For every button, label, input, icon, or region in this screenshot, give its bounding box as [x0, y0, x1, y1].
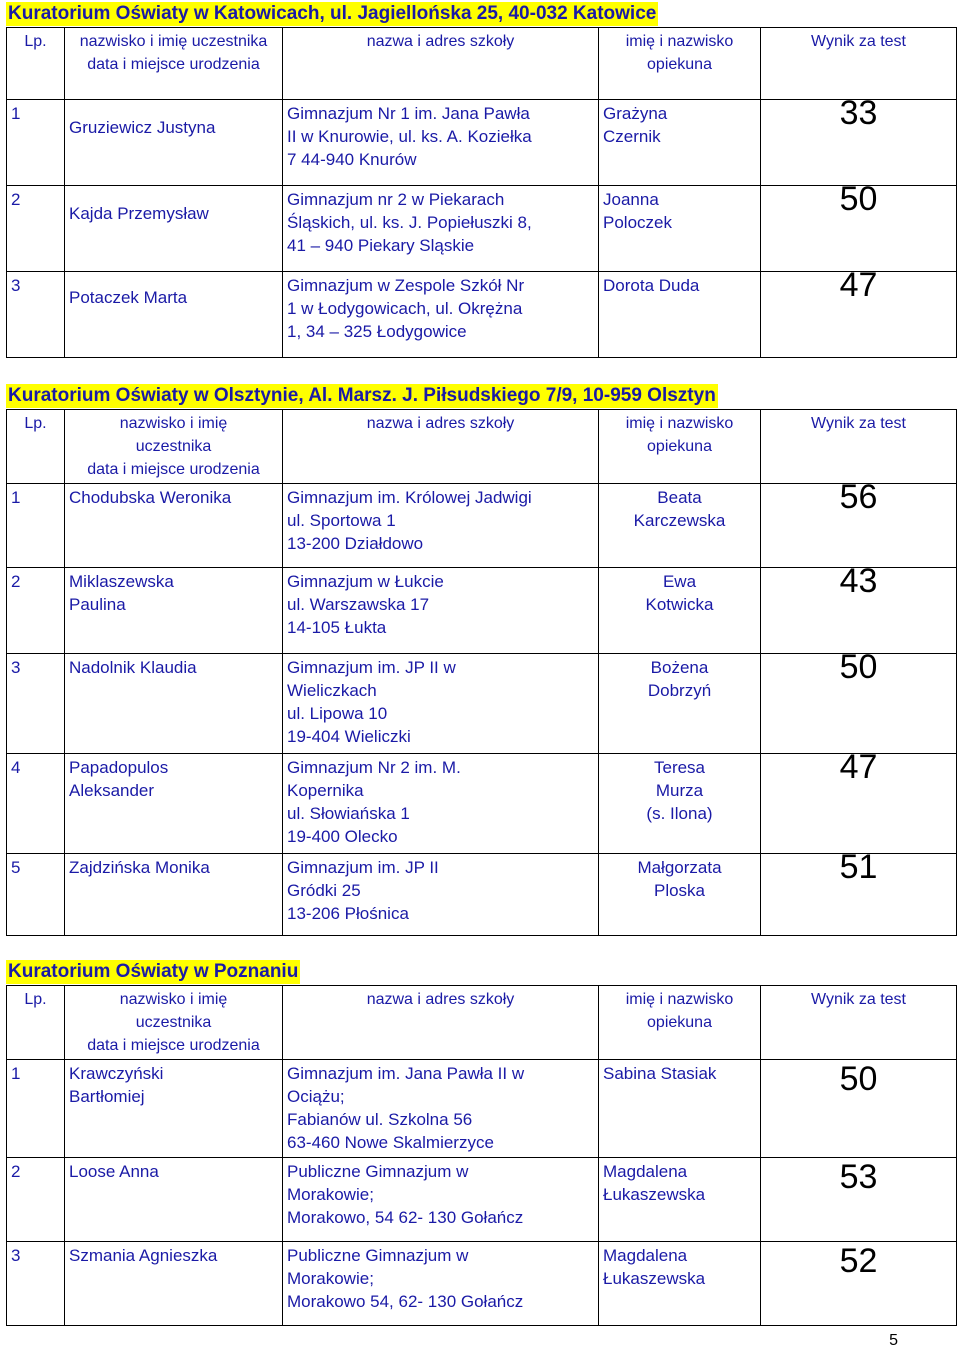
- row-tutor: Ewa Kotwicka: [599, 568, 761, 654]
- header-score: Wynik za test: [761, 28, 957, 100]
- row-tutor: Dorota Duda: [599, 272, 761, 358]
- table-row: [7, 1060, 957, 1158]
- header-lp: Lp.: [7, 410, 65, 484]
- header-school: nazwa i adres szkoły: [283, 28, 599, 100]
- header-lp: Lp.: [7, 986, 65, 1060]
- row-tutor: Magdalena Łukaszewska: [599, 1242, 761, 1326]
- row-school: Gimnazjum im. Jana Pawła II w Ociążu; Fabianów ul. Szkolna 56 63-460 Nowe Skalmierzyce: [283, 1060, 599, 1158]
- row-participant: Loose Anna: [65, 1158, 283, 1242]
- row-participant: Zajdzińska Monika: [65, 854, 283, 936]
- row-school: Gimnazjum im. JP II w Wieliczkach ul. Lipowa 10 19-404 Wieliczki: [283, 654, 599, 754]
- header-tutor: imię i nazwisko opiekuna: [599, 410, 761, 484]
- section-title-poznan: Kuratorium Oświaty w Poznaniu: [8, 961, 299, 982]
- row-school: Gimnazjum nr 2 w Piekarach Śląskich, ul. ks. J. Popiełuszki 8, 41 – 940 Piekary Sląskie: [283, 186, 599, 272]
- table-header-row: [7, 410, 957, 484]
- header-tutor: imię i nazwisko opiekuna: [599, 28, 761, 100]
- row-score: 47: [761, 272, 957, 358]
- row-tutor: Bożena Dobrzyń: [599, 654, 761, 754]
- table-row: [7, 100, 957, 186]
- row-tutor: Magdalena Łukaszewska: [599, 1158, 761, 1242]
- header-name: nazwisko i imię uczestnika data i miejsce urodzenia: [65, 986, 283, 1060]
- table-row: [7, 754, 957, 854]
- row-lp: 3: [7, 654, 65, 754]
- row-school: Gimnazjum w Łukcie ul. Warszawska 17 14-105 Łukta: [283, 568, 599, 654]
- row-participant: Szmania Agnieszka: [65, 1242, 283, 1326]
- row-lp: 1: [7, 1060, 65, 1158]
- row-score: 50: [761, 186, 957, 272]
- row-school: Gimnazjum w Zespole Szkół Nr 1 w Łodygowicach, ul. Okrężna 1, 34 – 325 Łodygowice: [283, 272, 599, 358]
- row-lp: 3: [7, 1242, 65, 1326]
- row-score: 43: [761, 568, 957, 654]
- results-table-katowice: [6, 27, 957, 358]
- table-row: [7, 1158, 957, 1242]
- row-school: Publiczne Gimnazjum w Morakowie; Morakowo, 54 62- 130 Gołańcz: [283, 1158, 599, 1242]
- row-participant: Miklaszewska Paulina: [65, 568, 283, 654]
- row-score: 52: [761, 1242, 957, 1326]
- header-name: nazwisko i imię uczestnika data i miejsce urodzenia: [65, 410, 283, 484]
- header-score: Wynik za test: [761, 986, 957, 1060]
- header-tutor: imię i nazwisko opiekuna: [599, 986, 761, 1060]
- table-row: [7, 654, 957, 754]
- row-score: 47: [761, 754, 957, 854]
- row-school: Publiczne Gimnazjum w Morakowie; Morakowo 54, 62- 130 Gołańcz: [283, 1242, 599, 1326]
- row-lp: 2: [7, 186, 65, 272]
- header-lp: Lp.: [7, 28, 65, 100]
- row-lp: 1: [7, 484, 65, 568]
- row-tutor: Sabina Stasiak: [599, 1060, 761, 1158]
- header-school: nazwa i adres szkoły: [283, 410, 599, 484]
- row-school: Gimnazjum im. Królowej Jadwigi ul. Sportowa 1 13-200 Działdowo: [283, 484, 599, 568]
- row-score: 50: [761, 1060, 957, 1158]
- results-table-poznan: [6, 985, 957, 1326]
- page-number: 5: [889, 1332, 898, 1349]
- row-participant: Papadopulos Aleksander: [65, 754, 283, 854]
- row-lp: 2: [7, 1158, 65, 1242]
- row-school: Gimnazjum im. JP II Gródki 25 13-206 Płośnica: [283, 854, 599, 936]
- row-lp: 5: [7, 854, 65, 936]
- row-score: 50: [761, 654, 957, 754]
- row-participant: Gruziewicz Justyna: [65, 100, 283, 186]
- row-tutor: Grażyna Czernik: [599, 100, 761, 186]
- row-participant: Nadolnik Klaudia: [65, 654, 283, 754]
- row-tutor: Beata Karczewska: [599, 484, 761, 568]
- row-score: 51: [761, 854, 957, 936]
- table-header-row: [7, 986, 957, 1060]
- header-name: nazwisko i imię uczestnika data i miejsce urodzenia: [65, 28, 283, 100]
- table-row: [7, 568, 957, 654]
- section-title-olsztyn: Kuratorium Oświaty w Olsztynie, Al. Marsz. J. Piłsudskiego 7/9, 10-959 Olsztyn: [8, 385, 716, 406]
- table-row: [7, 1242, 957, 1326]
- table-row: [7, 186, 957, 272]
- row-lp: 2: [7, 568, 65, 654]
- row-school: Gimnazjum Nr 1 im. Jana Pawła II w Knurowie, ul. ks. A. Koziełka 7 44-940 Knurów: [283, 100, 599, 186]
- table-row: [7, 484, 957, 568]
- row-lp: 1: [7, 100, 65, 186]
- row-participant: Potaczek Marta: [65, 272, 283, 358]
- header-school: nazwa i adres szkoły: [283, 986, 599, 1060]
- row-school: Gimnazjum Nr 2 im. M. Kopernika ul. Słowiańska 1 19-400 Olecko: [283, 754, 599, 854]
- section-title-katowice: Kuratorium Oświaty w Katowicach, ul. Jagiellońska 25, 40-032 Katowice: [8, 3, 657, 24]
- table-header-row: [7, 28, 957, 100]
- row-score: 53: [761, 1158, 957, 1242]
- row-participant: Chodubska Weronika: [65, 484, 283, 568]
- row-tutor: Małgorzata Ploska: [599, 854, 761, 936]
- row-tutor: Joanna Poloczek: [599, 186, 761, 272]
- row-tutor: Teresa Murza (s. Ilona): [599, 754, 761, 854]
- row-lp: 3: [7, 272, 65, 358]
- row-score: 56: [761, 484, 957, 568]
- table-row: [7, 854, 957, 936]
- row-lp: 4: [7, 754, 65, 854]
- row-participant: Krawczyński Bartłomiej: [65, 1060, 283, 1158]
- row-participant: Kajda Przemysław: [65, 186, 283, 272]
- header-score: Wynik za test: [761, 410, 957, 484]
- results-table-olsztyn: [6, 409, 957, 936]
- table-row: [7, 272, 957, 358]
- row-score: 33: [761, 100, 957, 186]
